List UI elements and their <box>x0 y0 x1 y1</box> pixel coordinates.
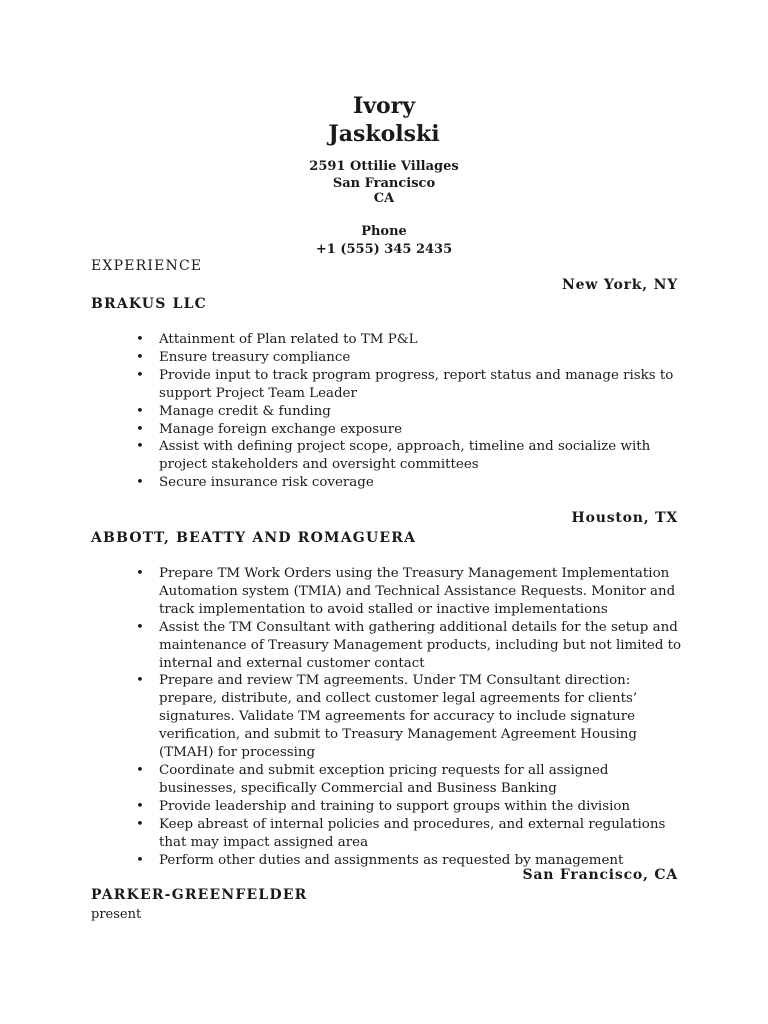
job-duties-list <box>136 565 686 869</box>
address-city: San Francisco <box>332 176 436 191</box>
duty-item: • Secure insurance risk coverage <box>136 474 686 492</box>
duty-item: • Provide input to track program progress, report status and manage risks to support Project Team Leader <box>136 367 686 403</box>
duty-item: • Keep abreast of internal policies and procedures, and external regulations that may impact assigned area <box>136 816 686 852</box>
duty-item: • Manage credit & funding <box>136 403 686 421</box>
job-location: Houston, TX <box>571 510 678 526</box>
address-line: 2591 Ottilie Villages <box>309 159 459 174</box>
job-duties-list <box>136 331 686 492</box>
job-company: ABBOTT, BEATTY AND ROMAGUERA <box>91 530 417 546</box>
job-company: PARKER-GREENFELDER <box>91 887 308 903</box>
experience-heading: EXPERIENCE <box>91 258 203 274</box>
first-name: Ivory <box>352 93 416 119</box>
duty-item: • Assist the TM Consultant with gathering additional details for the setup and maintenance of Treasury Management products, including but not limited to internal and external customer contact <box>136 619 686 673</box>
duty-item: • Manage foreign exchange exposure <box>136 421 686 439</box>
job-dates: present <box>91 907 142 922</box>
duty-item: • Assist with defining project scope, approach, timeline and socialize with project stakeholders and oversight committees <box>136 438 686 474</box>
phone-number: +1 (555) 345 2435 <box>315 242 453 257</box>
phone-label: Phone <box>361 224 407 239</box>
last-name: Jaskolski <box>328 121 440 147</box>
duty-item: • Coordinate and submit exception pricing requests for all assigned businesses, specifically Commercial and Business Banking <box>136 762 686 798</box>
duty-item: • Ensure treasury compliance <box>136 349 686 367</box>
duty-item: • Perform other duties and assignments as requested by management <box>136 852 686 870</box>
duty-item: • Prepare and review TM agreements. Under TM Consultant direction: prepare, distribute, and collect customer legal agreements for clients’ signatures. Validate TM agreements for accuracy to include signature verification, and submit to Treasury Management Agreement Housing (TMAH) for processing <box>136 672 686 762</box>
job-location: San Francisco, CA <box>522 867 678 883</box>
duty-item: • Provide leadership and training to support groups within the division <box>136 798 686 816</box>
duty-item: • Prepare TM Work Orders using the Treasury Management Implementation Automation system (TMIA) and Technical Assistance Requests. Monitor and track implementation to avoid stalled or inactive implementations <box>136 565 686 619</box>
job-location: New York, NY <box>562 277 678 293</box>
job-company: BRAKUS LLC <box>91 296 208 312</box>
duty-item: • Attainment of Plan related to TM P&L <box>136 331 686 349</box>
address-state: CA <box>373 191 395 206</box>
